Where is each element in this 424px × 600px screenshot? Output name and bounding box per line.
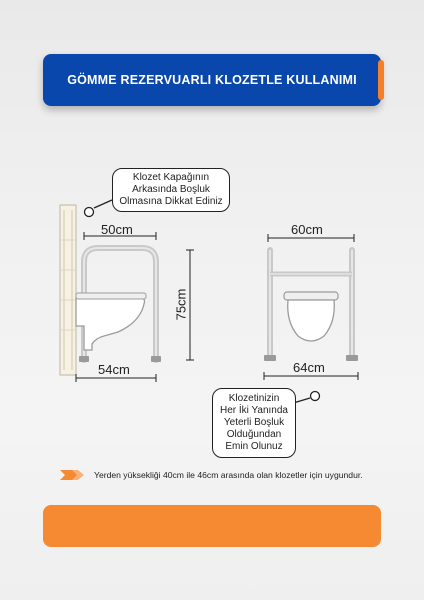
callout-top-line-2: Arkasında Boşluk [132,184,210,195]
dimension-side-bottom: 54cm [98,362,130,377]
wall-panel [60,205,76,375]
front-view-frame [264,234,358,380]
dimension-front-bottom: 64cm [293,360,325,375]
callout-top-pointer [85,200,113,217]
suitability-note [60,465,390,485]
dimension-front-top: 60cm [291,222,323,237]
callout-bottom-line-4: Olduğundan [226,429,282,440]
callout-bottom-line-2: Her İki Yanında [219,405,288,416]
bottom-orange-bar [43,505,381,547]
callout-top [112,168,230,212]
callout-top-line-3: Olmasına Dikkat Ediniz [119,196,223,207]
dimension-side-top: 50cm [101,222,133,237]
note-text: Yerden yüksekliği 40cm ile 46cm arasında olan klozetler için uygundur. [94,470,363,480]
callout-bottom-line-5: Emin Olunuz [225,441,283,452]
callout-bottom-line-1: Klozetinizin [228,393,280,404]
dimension-side-height: 75cm [173,288,189,321]
callout-bottom-line-3: Yeterli Boşluk [223,417,285,428]
callout-bottom [212,388,296,458]
callout-top-line-1: Klozet Kapağının [132,172,210,183]
arrow-right-icon [60,468,86,482]
banner-title: GÖMME REZERVUARLI KLOZETLE KULLANIMI [67,73,357,87]
